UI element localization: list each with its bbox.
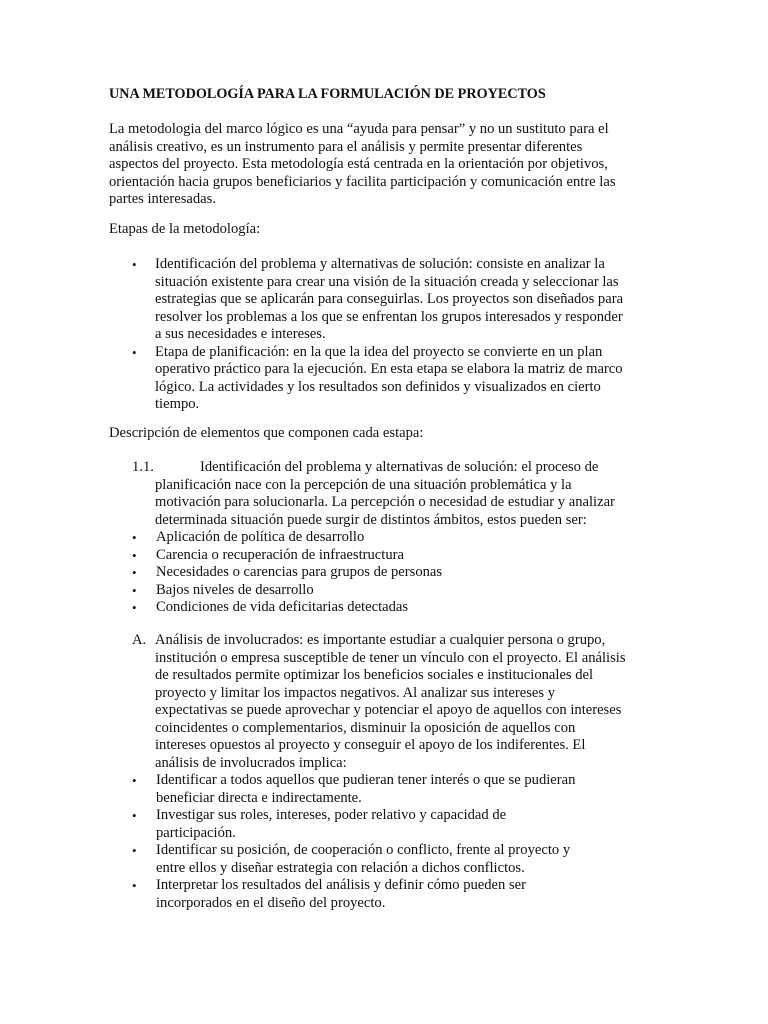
section-letter: A.: [132, 632, 147, 648]
bullet-icon: •: [132, 843, 137, 858]
intro-line: partes interesadas.: [109, 191, 216, 207]
list-item: • Identificar su posición, de cooperación o conflicto, frente al proyecto y entre ellos y diseñar estrategia con relación a dichos conflictos.: [132, 842, 571, 876]
list-item: • Necesidades o carencias para grupos de personas: [132, 564, 443, 580]
section-first-line: Análisis de involucrados: es importante estudiar a cualquier persona o grupo,: [155, 632, 606, 648]
list-item: • Etapa de planificación: en la que la idea del proyecto se convierte en un plan operativo práctico para la ejecución. En esta etapa se elabora la matriz de marco lógico. La actividades y los resultados son definidos y visualizados en cierto tiempo.: [132, 343, 623, 412]
intro-paragraph: [109, 121, 669, 209]
description-heading: Descripción de elementos que componen cada estapa:: [109, 425, 424, 441]
section-1-1: 1.1. Identificación del problema y alternativas de solución: el proceso de planificación nace con la percepción de una situación problemática y la motivación para solucionarla. La percepción o necesidad de estudiar y analizar determinada situación puede surgir de distintos ámbitos, estos pueden ser: • Aplicación de política de desarrollo • Carencia o recuperación de infraestructura • Necesidades o carencias para grupos de personas • Bajos niveles de desarrollo • Condiciones de vida deficitarias detectadas: [132, 459, 672, 617]
stages-heading: Etapas de la metodología:: [109, 221, 261, 237]
bullet-icon: •: [132, 257, 137, 272]
bullet-icon: •: [132, 547, 137, 563]
bullet-icon: •: [132, 600, 137, 615]
document-title: UNA METODOLOGÍA PARA LA FORMULACIÓN DE PROYECTOS: [109, 86, 546, 102]
intro-line: orientación hacia grupos beneficiarios y facilita participación y comunicación entre las: [109, 173, 616, 190]
list-item: • Identificación del problema y alternativas de solución: consiste en analizar la situación existente para crear una visión de la situación creada y seleccionar las estrategias que se aplicarán para conseguirlas. Los proyectos son diseñados para resolver los problemas a los que se enfrentan los grupos interesados y responder a sus necesidades e intereses.: [132, 256, 624, 342]
list-item: • Condiciones de vida deficitarias detectadas: [132, 599, 409, 615]
bullet-icon: •: [132, 530, 137, 545]
bullet-icon: •: [132, 582, 137, 598]
section-first-line: Identificación del problema y alternativas de solución: el proceso de: [200, 459, 599, 475]
intro-line: aspectos del proyecto. Esta metodología está centrada en la orientación por objetivos,: [109, 156, 608, 172]
bullet-icon: •: [132, 878, 137, 893]
origins-list: [132, 529, 672, 617]
bullet-icon: •: [132, 344, 137, 360]
stages-list: [132, 256, 672, 414]
section-number: 1.1.: [132, 459, 154, 475]
bullet-icon: •: [132, 565, 137, 580]
bullet-icon: •: [132, 808, 137, 823]
section-a: A. Análisis de involucrados: es importante estudiar a cualquier persona o grupo, institución o empresa susceptible de tener un vínculo con el proyecto. El análisis de resultados permite optimizar los beneficios sociales e institucionales del proyecto y limitar los impactos negativos. Al analizar sus intereses y expectativas se puede aprovechar y potenciar el apoyo de aquellos con intereses coincidentes o complementarios, disminuir la oposición de aquellos con intereses opuestos al proyecto y conseguir el apoyo de los indiferentes. El análisis de involucrados implica: • Identificar a todos aquellos que pudieran tener interés o que se pudieran beneficiar directa e indirectamente. • Investigar sus roles, intereses, poder relativo y capacidad de participación. • Identificar su posición, de cooperación o conflicto, frente al proyecto y entre ellos y diseñar estrategia con relación a dichos conflictos. • Interpretar los resultados del análisis y definir cómo pueden ser incorporados en el diseño del proyecto.: [132, 632, 672, 912]
bullet-icon: •: [132, 773, 137, 788]
list-item: • Investigar sus roles, intereses, poder relativo y capacidad de participación.: [132, 807, 507, 841]
list-item: • Bajos niveles de desarrollo: [132, 581, 314, 598]
list-item: • Aplicación de política de desarrollo: [132, 529, 365, 545]
list-item: • Carencia o recuperación de infraestructura: [132, 546, 404, 563]
list-item: • Interpretar los resultados del análisis y definir cómo pueden ser incorporados en el diseño del proyecto.: [132, 877, 526, 911]
intro-line: La metodologia del marco lógico es una “ayuda para pensar” y no un sustituto para el: [109, 121, 609, 137]
stakeholder-actions-list: [132, 772, 672, 912]
list-item: • Identificar a todos aquellos que pudieran tener interés o que se pudieran beneficiar directa e indirectamente.: [132, 772, 576, 806]
intro-line: análisis creativo, es un instrumento para el análisis y permite presentar diferentes: [109, 138, 583, 155]
